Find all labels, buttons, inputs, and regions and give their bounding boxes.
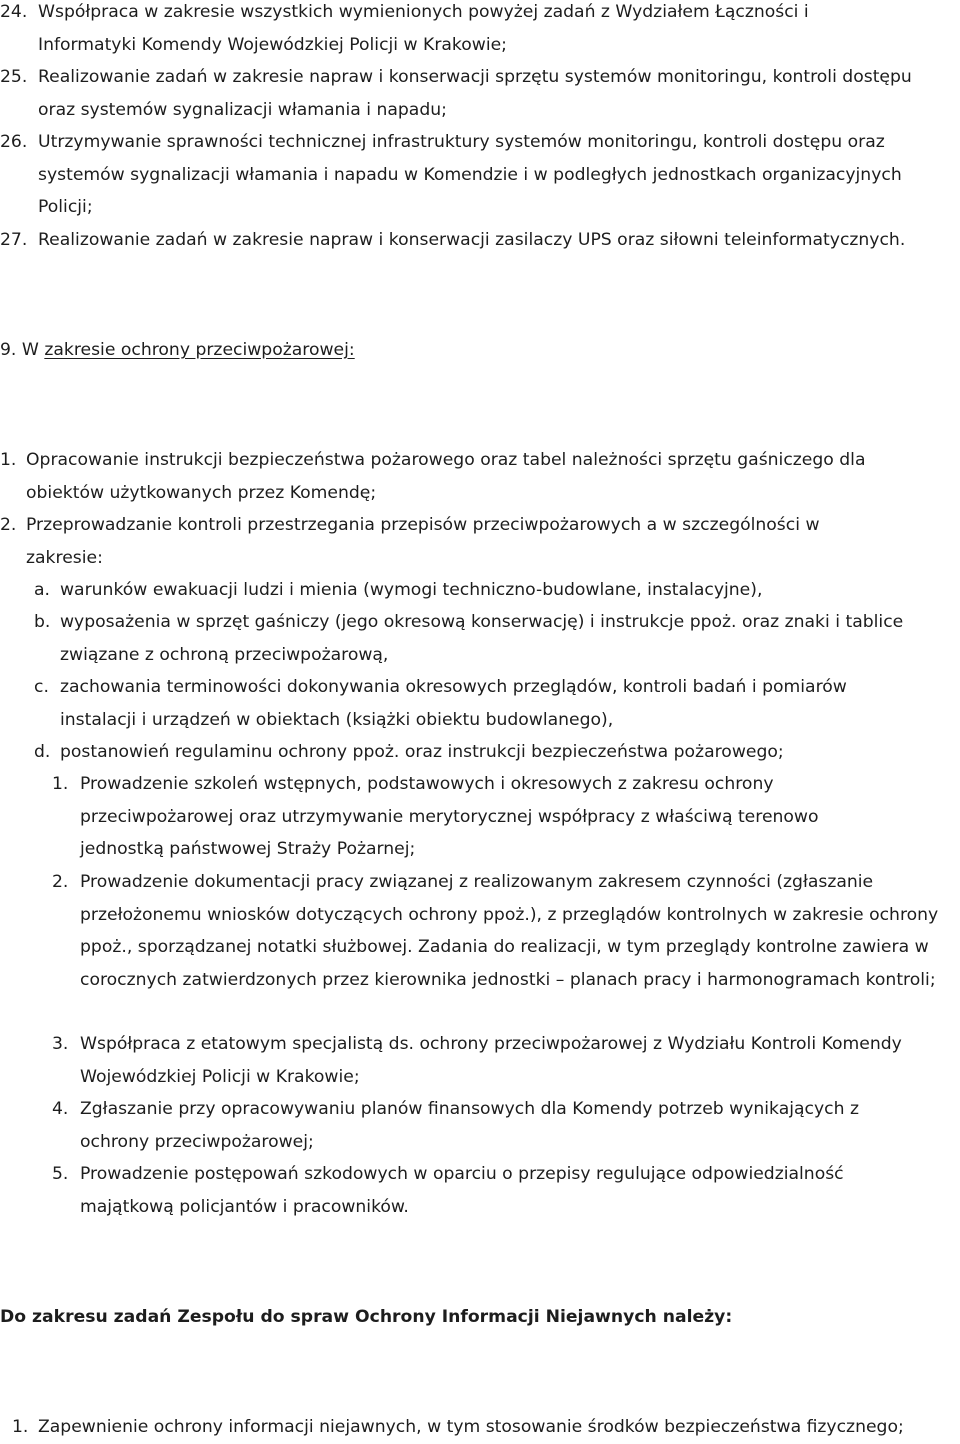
section-title: zakresie ochrony przeciwpożarowej:: [44, 340, 355, 360]
nested-item-text: Prowadzenie szkoleń wstępnych, podstawowych i okresowych z zakresu ochrony przeciwpożarowej oraz utrzymywanie merytorycznej współpracy z właściwą terenowo jednostką państwowej Straży Pożarnej;: [80, 774, 819, 859]
list-item-fire-2: [0, 509, 960, 574]
sub-item-text: warunków ewakuacji ludzi i mienia (wymogi techniczno-budowlane, instalacyjne),: [60, 580, 763, 600]
list-item-text: Utrzymywanie sprawności technicznej infrastruktury systemów monitoringu, kontroli dostępu oraz systemów sygnalizacji włamania i napadu w Komendzie i w podległych jednostkach organizacyjnych Policji;: [38, 132, 902, 217]
nested-item-4: [52, 1093, 960, 1158]
list-item-24: [0, 0, 960, 61]
sub-item-c: [34, 671, 960, 736]
nested-item-text: Prowadzenie dokumentacji pracy związanej z realizowanym zakresem czynności (zgłaszanie przełożonemu wniosków dotyczących ochrony ppoż.), z przeglądów kontrolnych w zakresie ochrony ppoż., sporządzanej notatki służbowej. Zadania do realizacji, w tym przeglądy kontrolne zawiera w corocznych zatwierdzonych przez kierownika jednostki – planach pracy i harmonogramach kontroli;: [80, 872, 939, 990]
sub-item-d: [34, 736, 960, 769]
sub-item-letter: c.: [34, 677, 49, 697]
sub-item-text: zachowania terminowości dokonywania okresowych przeglądów, kontroli badań i pomiarów instalacji i urządzeń w obiektach (książki obiektu budowlanego),: [60, 677, 847, 730]
nested-item-number: 2.: [52, 872, 69, 892]
section-heading-fire-protection: [0, 334, 960, 367]
nested-item-1: [52, 768, 960, 866]
nested-item-5: [52, 1158, 960, 1223]
nested-item-2: [52, 866, 960, 996]
list-item-number: 2.: [0, 515, 17, 535]
nested-item-number: 3.: [52, 1034, 69, 1054]
sub-item-text: postanowień regulaminu ochrony ppoż. oraz instrukcji bezpieczeństwa pożarowego;: [60, 742, 784, 762]
list-item-25: [0, 61, 960, 126]
list-item-number: 1.: [0, 450, 17, 470]
nested-item-number: 4.: [52, 1099, 69, 1119]
team-section-heading: Do zakresu zadań Zespołu do spraw Ochrony Informacji Niejawnych należy:: [0, 1307, 733, 1327]
sub-item-letter: d.: [34, 742, 51, 762]
nested-item-text: Prowadzenie postępowań szkodowych w oparciu o przepisy regulujące odpowiedzialność majątkową policjantów i pracowników.: [80, 1164, 844, 1217]
nested-item-number: 1.: [52, 774, 69, 794]
list-item-26: [0, 126, 960, 224]
sub-item-letter: b.: [34, 612, 51, 632]
sub-item-text: wyposażenia w sprzęt gaśniczy (jego okresową konserwację) i instrukcje ppoż. oraz znaki i tablice związane z ochroną przeciwpożarową,: [60, 612, 904, 665]
sub-item-b: [34, 606, 960, 671]
team-item-text: Zapewnienie ochrony informacji niejawnych, w tym stosowanie środków bezpieczeństwa fizycznego;: [38, 1417, 904, 1437]
nested-item-3: [52, 1028, 960, 1093]
list-item-number: 27.: [0, 230, 28, 250]
sub-item-a: [34, 574, 960, 607]
section-number: 9. W: [0, 340, 39, 360]
list-item-fire-1: [0, 444, 960, 509]
list-item-text: Realizowanie zadań w zakresie napraw i konserwacji sprzętu systemów monitoringu, kontroli dostępu oraz systemów sygnalizacji włamania i napadu;: [38, 67, 912, 120]
team-item-number: 1.: [12, 1417, 29, 1437]
list-item-number: 24.: [0, 2, 28, 22]
list-item-text: Przeprowadzanie kontroli przestrzegania przepisów przeciwpożarowych a w szczególności w zakresie:: [26, 515, 820, 568]
team-item-1: [12, 1411, 960, 1444]
list-item-number: 26.: [0, 132, 28, 152]
nested-item-number: 5.: [52, 1164, 69, 1184]
list-item-number: 25.: [0, 67, 28, 87]
nested-item-text: Zgłaszanie przy opracowywaniu planów finansowych dla Komendy potrzeb wynikających z ochrony przeciwpożarowej;: [80, 1099, 859, 1152]
list-item-27: [0, 224, 960, 257]
list-item-text: Współpraca w zakresie wszystkich wymienionych powyżej zadań z Wydziałem Łączności i Informatyki Komendy Wojewódzkiej Policji w Krakowie;: [38, 2, 809, 55]
sub-item-letter: a.: [34, 580, 50, 600]
nested-item-text: Współpraca z etatowym specjalistą ds. ochrony przeciwpożarowej z Wydziału Kontroli Komendy Wojewódzkiej Policji w Krakowie;: [80, 1034, 902, 1087]
list-item-text: Realizowanie zadań w zakresie napraw i konserwacji zasilaczy UPS oraz siłowni teleinformatycznych.: [38, 230, 906, 250]
list-item-text: Opracowanie instrukcji bezpieczeństwa pożarowego oraz tabel należności sprzętu gaśniczego dla obiektów użytkowanych przez Komendę;: [26, 450, 866, 503]
